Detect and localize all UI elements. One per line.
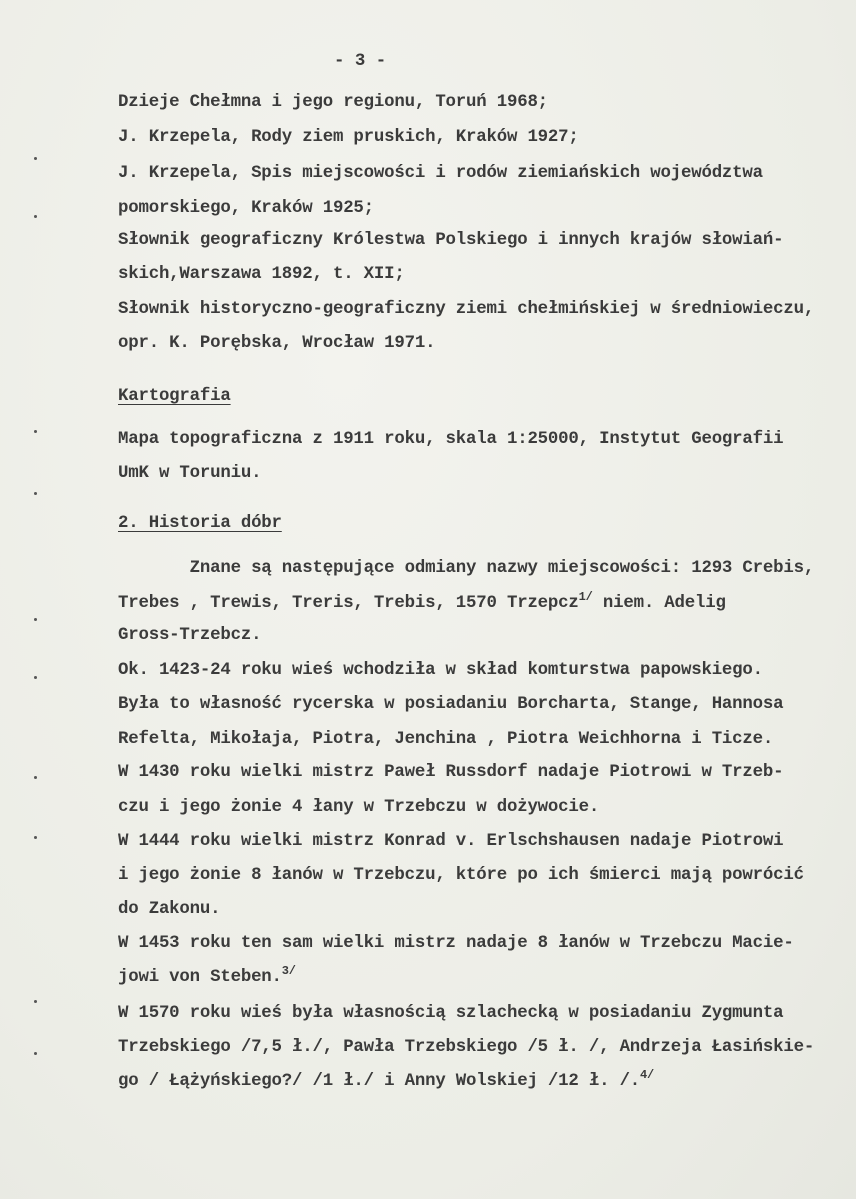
text-line <box>118 265 405 285</box>
line-text: W 1430 roku wielki mistrz Paweł Russdorf nadaje Piotrowi w Trzeb- <box>118 763 784 782</box>
line-text: Słownik geograficzny Królestwa Polskiego i innych krajów słowiań- <box>118 231 784 250</box>
line-text: Kartografia <box>118 387 231 406</box>
line-text: do Zakonu. <box>118 900 221 919</box>
line-text: skich,Warszawa 1892, t. XII; <box>118 265 405 284</box>
text-line <box>118 93 548 113</box>
text-line <box>118 464 261 484</box>
margin-mark <box>34 776 37 779</box>
line-text: i jego żonie 8 łanów w Trzebczu, które po ich śmierci mają powrócić <box>118 866 804 885</box>
line-text: Ok. 1423-24 roku wieś wchodziła w skład komturstwa papowskiego. <box>118 661 763 680</box>
text-line <box>118 128 579 148</box>
text-line <box>118 164 763 184</box>
line-text: UmK w Toruniu. <box>118 464 262 483</box>
line-text: J. Krzepela, Rody ziem pruskich, Kraków 1927; <box>118 128 579 147</box>
text-line <box>118 1038 814 1058</box>
text-line <box>118 626 261 646</box>
line-text: jowi von Steben. <box>118 968 282 987</box>
text-line <box>118 832 783 852</box>
margin-mark <box>34 492 37 495</box>
text-line <box>118 559 814 579</box>
line-text: Dzieje Chełmna i jego regionu, Toruń 1968; <box>118 93 548 112</box>
line-text: opr. K. Porębska, Wrocław 1971. <box>118 334 436 353</box>
line-text: Słownik historyczno-geograficzny ziemi chełmińskiej w średniowieczu, <box>118 300 815 319</box>
line-text: W 1453 roku ten sam wielki mistrz nadaje 8 łanów w Trzebczu Macie- <box>118 934 794 953</box>
text-line <box>118 1068 655 1092</box>
line-text: pomorskiego, Kraków 1925; <box>118 199 374 218</box>
line-text: Refelta, Mikołaja, Piotra, Jenchina , Piotra Weichhorna i Ticze. <box>118 730 774 749</box>
line-text: 2. Historia dóbr <box>118 514 282 533</box>
margin-mark <box>34 430 37 433</box>
section-heading <box>118 387 231 407</box>
text-line <box>118 231 783 251</box>
line-text: Była to własność rycerska w posiadaniu Borcharta, Stange, Hannosa <box>118 695 784 714</box>
line-text: czu i jego żonie 4 łany w Trzebczu w dożywocie. <box>118 798 600 817</box>
text-line <box>118 300 814 320</box>
text-line <box>118 430 783 450</box>
text-line <box>118 334 435 354</box>
line-text: Znane są następujące odmiany nazwy miejscowości: 1293 Crebis, <box>118 559 815 578</box>
margin-mark <box>34 215 37 218</box>
margin-mark <box>34 157 37 160</box>
text-line <box>118 866 804 886</box>
text-line <box>118 900 220 920</box>
margin-mark <box>34 1000 37 1003</box>
text-line <box>118 964 296 988</box>
text-line <box>118 590 726 614</box>
text-line <box>118 934 794 954</box>
text-line <box>118 763 783 783</box>
text-line <box>118 199 374 219</box>
margin-mark <box>34 618 37 621</box>
margin-mark <box>34 1052 37 1055</box>
text-line <box>118 661 763 681</box>
text-line <box>118 695 783 715</box>
line-text: Trzebskiego /7,5 ł./, Pawła Trzebskiego /5 ł. /, Andrzeja Łasińskie- <box>118 1038 815 1057</box>
line-text-tail: niem. Adelig <box>592 594 726 613</box>
margin-mark <box>34 836 37 839</box>
section-heading <box>118 514 282 534</box>
footnote-ref: 3/ <box>281 964 296 978</box>
line-text: Trebes , Trewis, Treris, Trebis, 1570 Trzepcz <box>118 594 579 613</box>
margin-mark <box>34 676 37 679</box>
text-line <box>118 730 773 750</box>
line-text: W 1444 roku wielki mistrz Konrad v. Erlschshausen nadaje Piotrowi <box>118 832 784 851</box>
text-line <box>118 798 599 818</box>
line-text: Mapa topograficzna z 1911 roku, skala 1:25000, Instytut Geografii <box>118 430 784 449</box>
line-text: W 1570 roku wieś była własnością szlachecką w posiadaniu Zygmunta <box>118 1004 784 1023</box>
line-text: go / Łążyńskiego?/ /1 ł./ i Anny Wolskiej /12 ł. /. <box>118 1072 641 1091</box>
text-line <box>118 1004 783 1024</box>
footnote-ref: 1/ <box>578 590 593 604</box>
footnote-ref: 4/ <box>640 1068 655 1082</box>
line-text: Gross-Trzebcz. <box>118 626 262 645</box>
page-number: - 3 - <box>334 52 387 71</box>
line-text: J. Krzepela, Spis miejscowości i rodów ziemiańskich województwa <box>118 164 763 183</box>
